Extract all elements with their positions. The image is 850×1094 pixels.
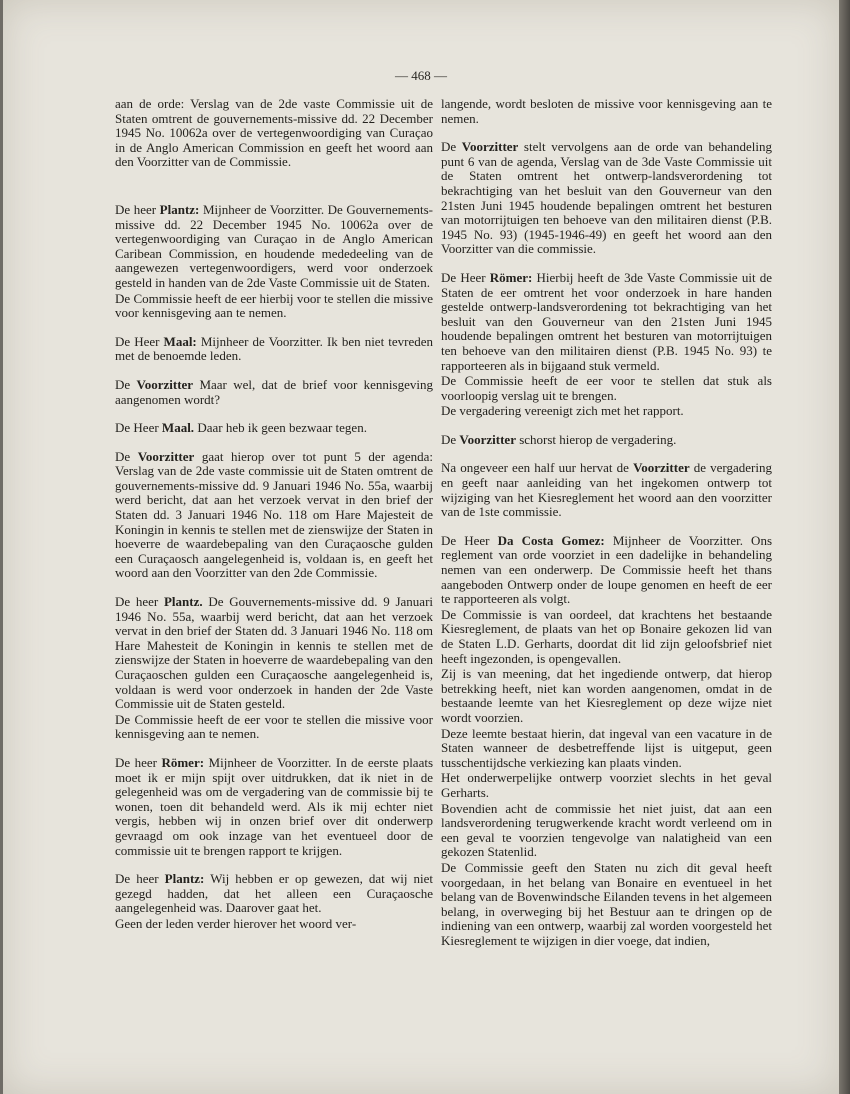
speaker-name: Da Costa Gomez:: [497, 532, 605, 548]
paragraph: De Voorzitter schorst hierop de vergadering.: [441, 431, 677, 447]
speaker-name: Römer:: [161, 754, 205, 770]
paragraph: De Commissie heeft de eer voor te stellen dat stuk als voorloopig verslag uit te brengen.: [441, 373, 772, 403]
paragraph: Geen der leden verder hierover het woord ver-: [115, 915, 357, 931]
page-number: — 468 —: [395, 68, 447, 83]
paragraph: De Commissie is van oordeel, dat krachtens het bestaande Kiesreglement, de plaats van het op Bonaire gekozen lid van de Staten L.D. Gerharts, doordat dit lid zijn geloofsbrief niet heeft ingezonden, is opengevallen.: [441, 606, 772, 666]
speaker-name: Maal:: [163, 333, 197, 349]
paragraph: De Heer Maal. Daar heb ik geen bezwaar tegen.: [115, 420, 367, 436]
paragraph: Na ongeveer een half uur hervat de Voorzitter de vergadering en geeft naar aanleiding van het ingekomen ontwerp tot wijziging van het Kiesreglement het woord aan den voorzitter van de 1ste commissie.: [441, 460, 772, 520]
paragraph: De Heer Maal: Mijnheer de Voorzitter. Ik ben niet tevreden met de benoemde leden.: [115, 333, 434, 364]
paragraph: De Heer Römer: Hierbij heeft de 3de Vaste Commissie uit de Staten de eer omtrent het voor onderzoek in hare handen gestelde ontwerp-landsverordening tot bekrachtiging van het besluit van den Gouverneur van den 21sten Juni 1945 houdende bepalingen omtrent het besturen van motorrijtuigen ten behoeve van den militairen dienst (P.B. 1945 No. 93) te rapporteeren als in bijgaand stuk vermeld.: [441, 269, 772, 373]
paragraph: De vergadering vereenigt zich met het rapport.: [441, 403, 684, 419]
paragraph: Bovendien acht de commissie het niet juist, dat aan een landsverordening terugwerkende kracht wordt verleend om in een geval te voorzien tengevolge van nalatigheid van een gekozen Statenlid.: [441, 800, 772, 860]
paragraph: Het onderwerpelijke ontwerp voorziet slechts in het geval Gerharts.: [441, 770, 772, 800]
document-page: [3, 0, 839, 1094]
paragraph: De Voorzitter gaat hierop over tot punt 5 der agenda: Verslag van de 2de vaste commissie uit de Staten omtrent de gouvernements-missive dd. 9 Januari 1946 No. 55a, waarbij werd bericht, dat aan het verzoek vervat in den brief der Staten dd. 3 Januari 1946 No. 118 om Hare Majesteit de Koningin in kennis te stellen met de zienswijze der Staten in hoeverre de waardebepaling van den Curaçaosche gulden een Curaçaosch aangelegenheid is, voldaan is, en geeft het woord aan den Voorzitter van den 2de Commissie.: [115, 448, 433, 581]
speaker-name: Römer:: [489, 269, 533, 285]
speaker-name: Voorzitter: [459, 431, 516, 447]
speaker-name: Plantz:: [164, 871, 205, 887]
paragraph: De Commissie heeft de eer hierbij voor te stellen die missive voor kennisgeving aan te nemen.: [115, 290, 433, 321]
paragraph: De heer Plantz. De Gouvernements-missive dd. 9 Januari 1946 No. 55a, waarbij werd bericht, dat aan het verzoek vervat in den brief der Staten dd. 3 Januari 1946 No. 118 om Hare Mahesteit de Koningin in kennis te stellen met de zienswijze der Staten in hoeverre de waardebepaling van den Curaçaoschen gulden een Curaçaosche aangelegenheid is, voldaan is werd voor onderzoek in handen der 2de Vaste Commissie uit de Staten gesteld.: [115, 594, 434, 712]
speaker-name: Voorzitter: [461, 139, 519, 155]
paragraph: Zij is van meening, dat het ingediende ontwerp, dat hierop betrekking heeft, niet kan worden aangenomen, omdat in de bestaande leemte van het Kiesreglement op deze wijze niet wordt voorzien.: [441, 666, 772, 725]
paragraph: De heer Plantz: Mijnheer de Voorzitter. De Gouvernements-missive dd. 22 December 1945 No. 10062a over de vertegenwoordiging van Curaçao in de Anglo American Caribean Commission, en houdende mededeeling van de aangewezen vertegenwoordigers, werd voor onderzoek gesteld in handen van de 2de Vaste Commissie uit de Staten.: [115, 201, 434, 290]
paragraph: De heer Plantz: Wij hebben er op gewezen, dat wij niet gezegd hadden, dat het alleen een Curaçaosche aangelegenheid was. Daarover gaat het.: [115, 871, 434, 916]
speaker-name: Plantz:: [159, 201, 200, 217]
paragraph: De Commissie geeft den Staten nu zich dit geval heeft voorgedaan, in het belang van Bonaire en eventueel in het belang van de Bovenwindsche Eilanden tevens in het algemeen belang, in overweging bij het Bestuur aan te dringen op de indiening van een ontwerp, waarbij zal worden voorgesteld het Kiesreglement te wijzigen in dier voege, dat indien,: [441, 859, 772, 948]
paragraph: De Heer Da Costa Gomez: Mijnheer de Voorzitter. Ons reglement van orde voorziet in een dadelijke in behandeling nemen van een onderwerp. De Commissie heeft het thans aangeboden Ontwerp onder de loupe genomen en heeft de eer te rapporteeren als volgt.: [441, 532, 773, 607]
speaker-name: Maal.: [161, 420, 195, 436]
right-column: [441, 97, 772, 949]
speaker-name: Voorzitter: [136, 376, 194, 392]
speaker-name: Voorzitter: [633, 460, 690, 476]
speaker-name: Plantz.: [163, 594, 203, 610]
paragraph: De Commissie heeft de eer voor te stellen die missive voor kennisgeving aan te nemen.: [115, 711, 433, 742]
paragraph: aan de orde: Verslag van de 2de vaste Commissie uit de Staten omtrent de gouvernements-missive dd. 22 December 1945 No. 10062a over de vertegenwoordiging van Curaçao in de Anglo American Commission en geeft het woord aan den Voorzitter van de Commissie.: [115, 96, 433, 170]
speaker-name: Voorzitter: [137, 448, 195, 464]
paragraph: De Voorzitter stelt vervolgens aan de orde van behandeling punt 6 van de agenda, Verslag van de 3de Vaste Commissie uit de Staten omtrent het ontwerp-landsverordening tot bekrachtiging van het besluit van den Gouverneur van den 21sten Juni 1945 houdende bepalingen omtrent het besturen van motorrijtuigen ten behoeve van den militairen dienst (P.B. 1945 No. 93) (1945-1946-49) en geeft het woord aan den Voorzitter van die commissie.: [441, 139, 772, 257]
paragraph: langende, wordt besloten de missive voor kennisgeving aan te nemen.: [441, 96, 772, 126]
page-edge: [839, 0, 850, 1094]
paragraph: De heer Römer: Mijnheer de Voorzitter. In de eerste plaats moet ik er mijn spijt over uitdrukken, dat ik niet in de gelegenheid was om de vergadering van de commissie bij te wonen, toen dit behandeld werd. Als ik mij echter niet vergis, hebben wij in onzen brief over dit onderwerp gevraagd om ook inzage van het eventueel door de commissie uit te brengen rapport te krijgen.: [115, 754, 434, 858]
paragraph: De Voorzitter Maar wel, dat de brief voor kennisgeving aangenomen wordt?: [115, 376, 433, 407]
left-column: [115, 97, 433, 946]
paragraph: Deze leemte bestaat hierin, dat ingeval van een vacature in de Staten wanneer de desbetreffende lijst is uitgeput, geen tusschentijdsche verkiezing kan plaats vinden.: [441, 725, 772, 770]
